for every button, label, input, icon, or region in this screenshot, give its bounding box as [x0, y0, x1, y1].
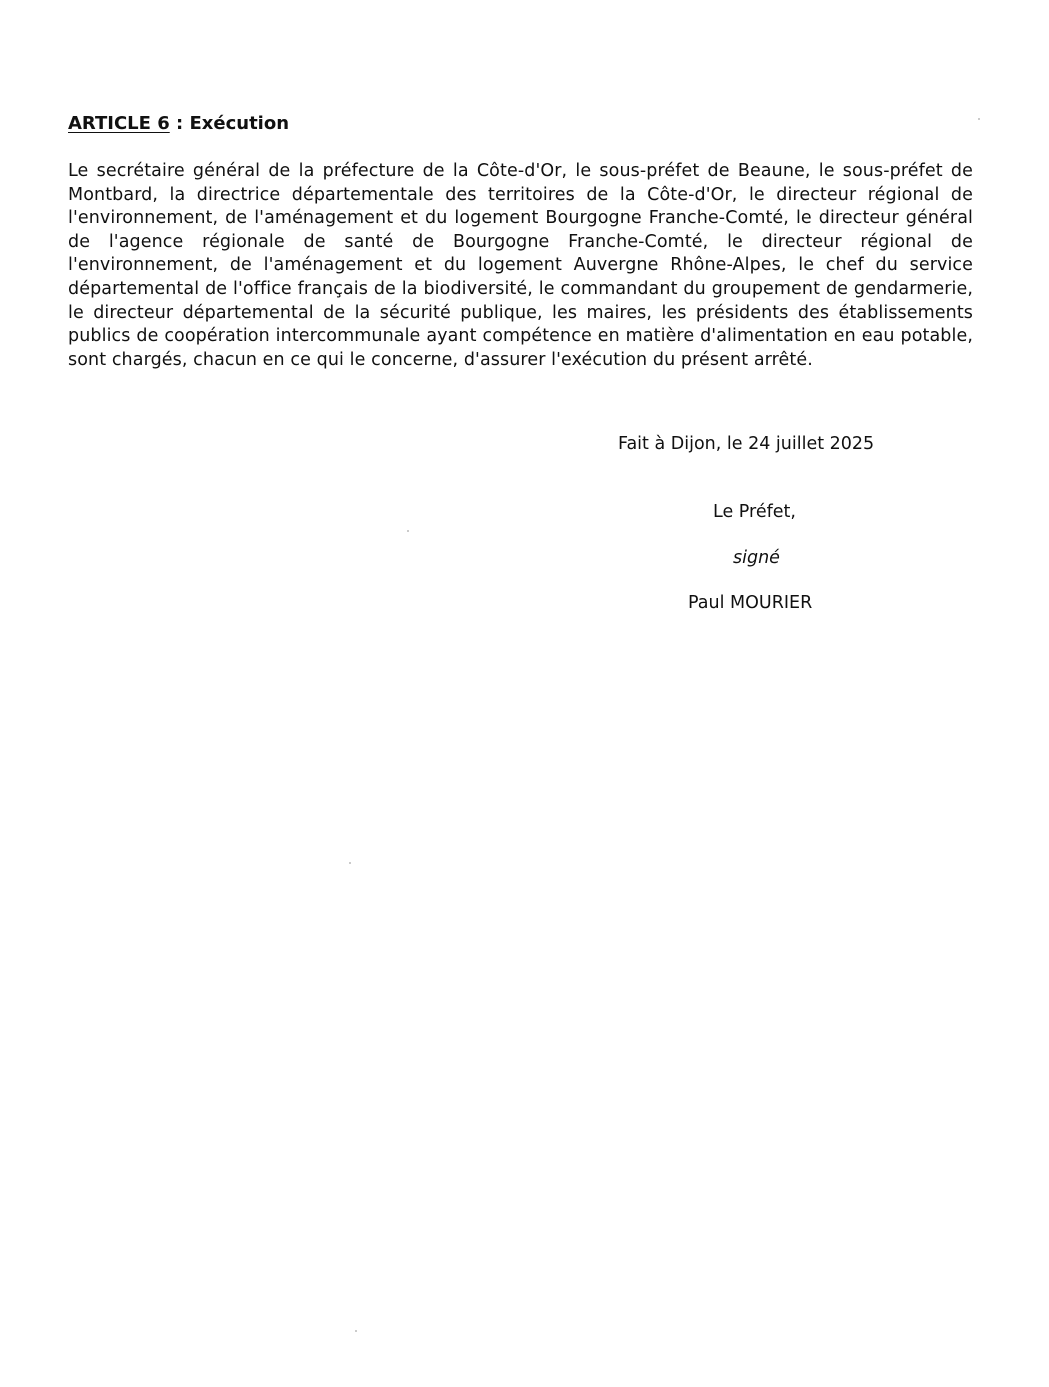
scan-speck [978, 118, 980, 120]
signature-mention: signé [733, 548, 780, 568]
article-heading [68, 112, 289, 136]
signatory-name: Paul MOURIER [688, 593, 813, 613]
scan-speck [355, 1330, 357, 1332]
article-number: ARTICLE 6 [68, 113, 170, 134]
article-separator: : [169, 113, 190, 134]
signatory-title: Le Préfet, [713, 502, 796, 522]
scan-speck [407, 530, 409, 532]
article-title: Exécution [189, 113, 290, 134]
scan-speck [349, 862, 351, 864]
article-body: Le secrétaire général de la préfecture de la Côte-d'Or, le sous-préfet de Beaune, le sous-préfet de Montbard, la directrice départementale des territoires de la Côte-d'Or, le directeur régional de l'environnement, de l'aménagement et du logement Bourgogne Franche-Comté, le directeur général de l'agence régionale de santé de Bourgogne Franche-Comté, le directeur régional de l'environnement, de l'aménagement et du logement Auvergne Rhône-Alpes, le chef du service départemental de l'office français de la biodiversité, le commandant du groupement de gendarmerie, le directeur départemental de la sécurité publique, les maires, les présidents des établissements publics de coopération intercommunale ayant compétence en matière d'alimentation en eau potable, sont chargés, chacun en ce qui le concerne, d'assurer l'exécution du présent arrêté. [68, 161, 973, 370]
place-date: Fait à Dijon, le 24 juillet 2025 [618, 434, 875, 454]
